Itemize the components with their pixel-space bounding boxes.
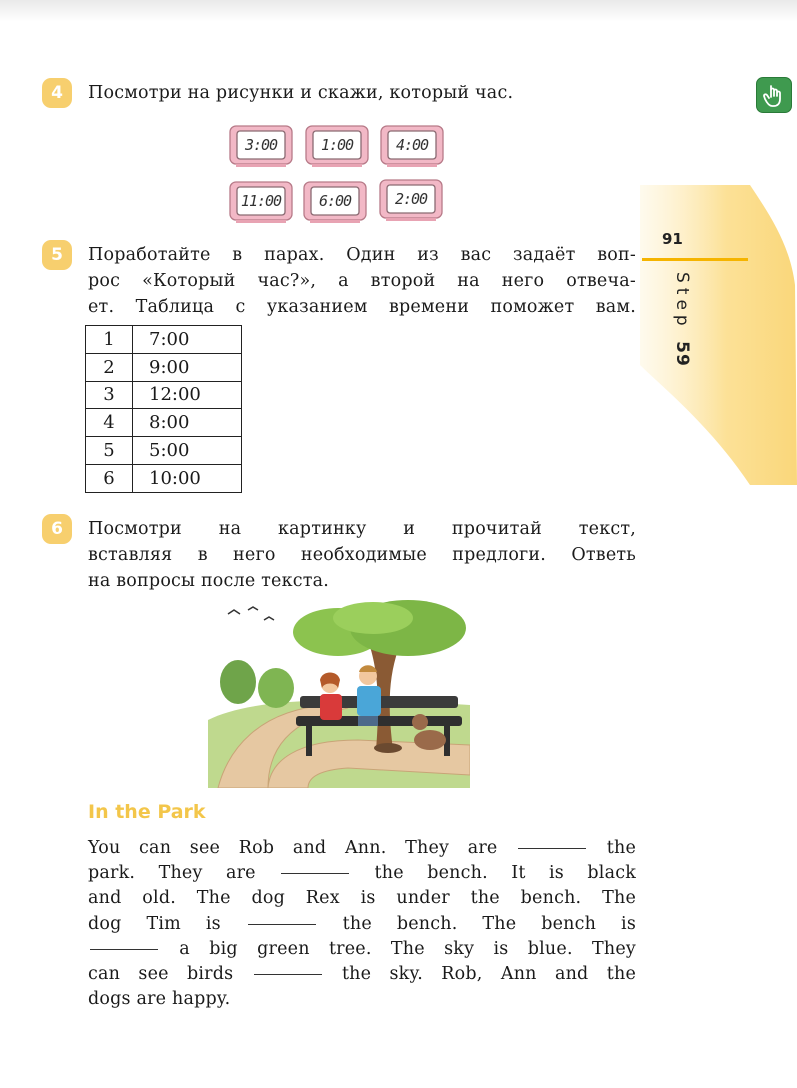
digital-clock: 2:00 — [378, 178, 444, 222]
task-6-badge: 6 — [42, 514, 72, 544]
clock-pictures — [226, 120, 450, 230]
digital-clock: 6:00 — [302, 180, 368, 224]
table-row: 4 8:00 — [86, 409, 242, 437]
step-label: Step 59 — [672, 272, 692, 367]
side-tab-line — [642, 258, 748, 261]
answer-blank[interactable] — [518, 847, 586, 849]
answer-blank[interactable] — [254, 973, 322, 975]
table-row: 6 10:00 — [86, 464, 242, 492]
task-6-text: Посмотри на картинку и прочитай текст, вставляя в него необходимые предлоги. Ответь на вопросы после текста. — [88, 519, 636, 591]
park-illustration — [208, 600, 470, 788]
story-title: In the Park — [88, 801, 206, 823]
time-table — [85, 325, 242, 493]
answer-blank[interactable] — [281, 872, 349, 874]
story-text: You can see Rob and Ann. They are the park. They are the bench. It is black and old. The dog Rex is under the bench. The dog Tim is the bench. The bench is a big green tree. The sky is blue. They can see birds the sky. Rob, Ann and the dogs are happy. — [88, 838, 637, 1010]
table-row: 5 5:00 — [86, 437, 242, 465]
digital-clock: 4:00 — [379, 124, 445, 168]
task-4-text: Посмотри на рисунки и скажи, который час. — [88, 83, 514, 103]
answer-blank[interactable] — [248, 923, 316, 925]
hand-pointer-button[interactable] — [756, 77, 792, 113]
digital-clock: 11:00 — [228, 180, 294, 224]
table-row: 1 7:00 — [86, 326, 242, 354]
task-5-text: Поработайте в парах. Один из вас задаёт воп- рос «Который час?», а второй на него отвеча- ет. Таблица с указанием времени поможет вам. — [88, 245, 636, 317]
table-row: 3 12:00 — [86, 381, 242, 409]
task-5-badge: 5 — [42, 240, 72, 270]
page-top-edge — [0, 0, 797, 22]
task-4-badge: 4 — [42, 78, 72, 108]
page-number: 91 — [662, 230, 683, 248]
table-row: 2 9:00 — [86, 353, 242, 381]
digital-clock: 1:00 — [304, 124, 370, 168]
hand-pointer-icon — [757, 78, 791, 112]
digital-clock: 3:00 — [228, 124, 294, 168]
answer-blank[interactable] — [90, 948, 158, 950]
